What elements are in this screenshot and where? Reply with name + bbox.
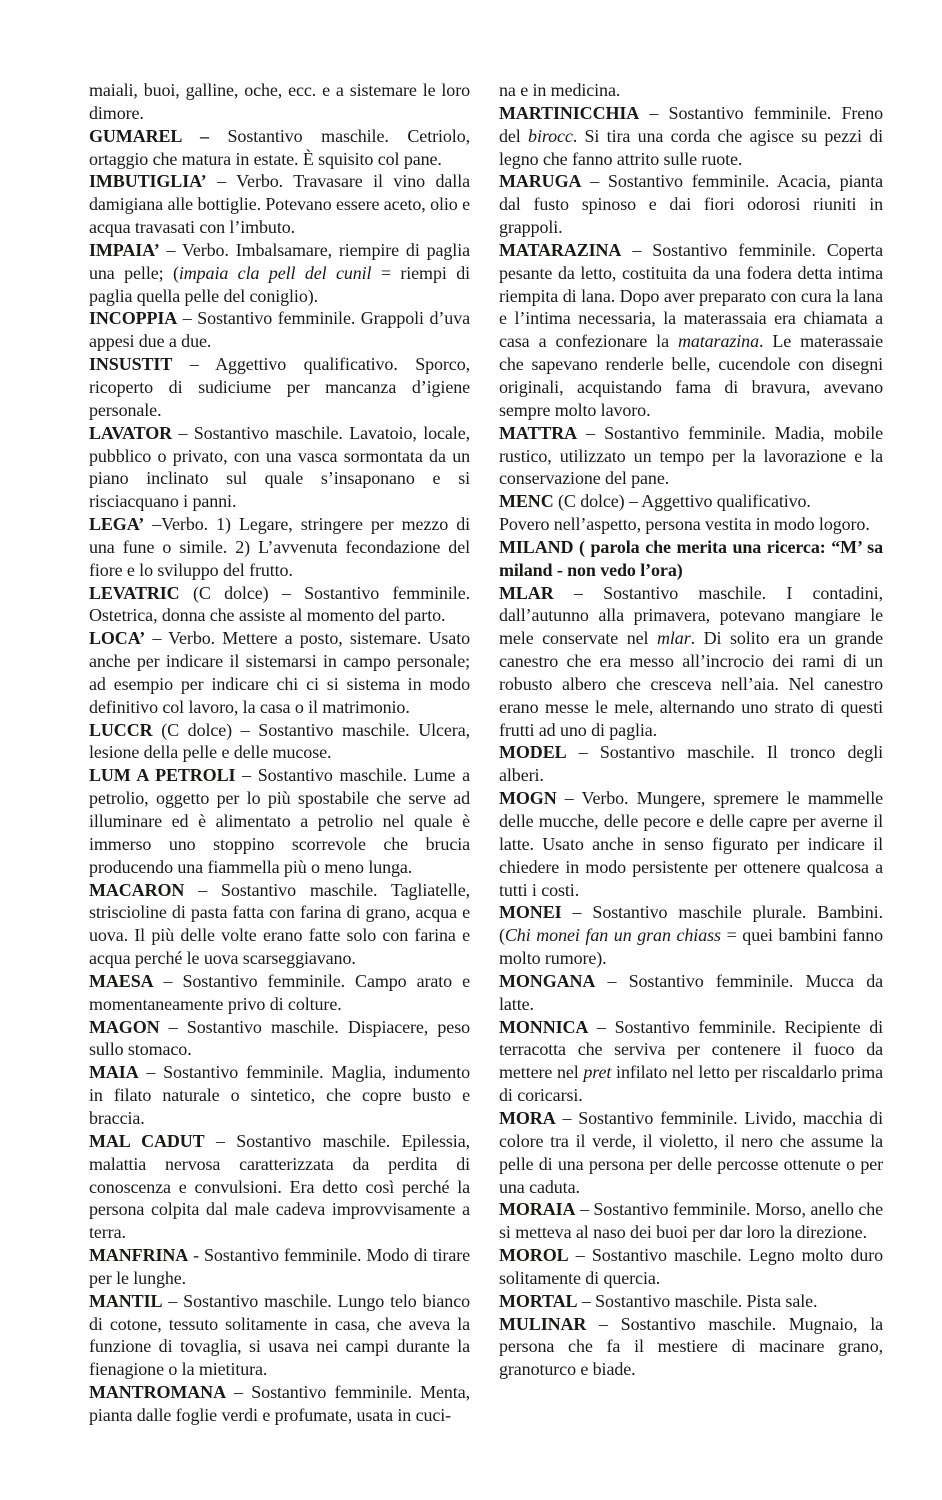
entry-maesa — [89, 970, 470, 1016]
entry-mlar — [499, 582, 883, 742]
entry-levatric — [89, 582, 470, 628]
entry-mantil — [89, 1290, 470, 1381]
entry-mulinar — [499, 1313, 883, 1382]
entry-headword: MACARON — [89, 879, 185, 900]
entry-lavator — [89, 422, 470, 513]
definition-text: (C dolce) – Sostantivo femminile. Ostetrica, donna che assiste al momento del parto. — [89, 582, 470, 626]
definition-text: – Sostantivo maschile. I contadini, dall’autunno alla primavera, potevano mangiare le mele conservate nel — [499, 582, 883, 649]
entry-headword: MORAIA — [499, 1199, 576, 1220]
entry-headword: MARTINICCHIA — [499, 102, 640, 123]
definition-text: – Sostantivo femminile. Mucca da latte. — [499, 970, 883, 1014]
definition-text: – Verbo. Imbalsamare, riempire di paglia una pelle; ( — [89, 239, 470, 283]
entry-lega — [89, 513, 470, 582]
entry-loca — [89, 627, 470, 718]
definition-text: – Verbo. Travasare il vino dalla damigiana alle bottiglie. Potevano essere aceto, olio e acqua travasati con l’imbuto. — [89, 171, 470, 238]
entry-insustit — [89, 353, 470, 422]
definition-text: – Sostantivo maschile. Lungo telo bianco di cotone, tessuto solitamente in casa, che aveva la funzione di tovaglia, si usava nei campi durante la fienagione o la mietitura. — [89, 1290, 470, 1380]
definition-text: (C dolce) – Aggettivo qualificativo. — [553, 491, 811, 512]
entry-monei — [499, 901, 883, 970]
definition-text: –Verbo. 1) Legare, stringere per mezzo di una fune o simile. 2) L’avvenuta fecondazione del fiore e lo sviluppo del frutto. — [89, 514, 470, 580]
entry-impaia — [89, 239, 470, 308]
entry-headword: MAESA — [89, 970, 154, 991]
entry-headword: LEGA’ — [89, 514, 145, 535]
entry-headword: MANTIL — [89, 1290, 163, 1311]
entry-headword: LUCCR — [89, 719, 153, 740]
definition-text: – Sostantivo femminile. Grappoli d’uva appesi due a due. — [89, 308, 470, 352]
definition-text: – Sostantivo femminile. Campo arato e momentaneamente privo di colture. — [89, 970, 470, 1014]
entry-luccr — [89, 719, 470, 765]
dialect-phrase: impaia cla pell del cunil — [178, 262, 372, 283]
definition-text: – Verbo. Mungere, spremere le mammelle delle mucche, delle pecore e delle capre per averne il latte. Usato anche in senso figurato per indicare il chiedere in modo persistente per ottenere qualcosa a tutti i costi. — [499, 788, 883, 900]
entry-menc — [499, 490, 883, 513]
entry-headword: LOCA’ — [89, 628, 146, 649]
entry-mongana — [499, 970, 883, 1016]
definition-text: . Le materassaie che sapevano renderle belle, cucendole con disegni originali, acquistando fama di bravura, avevano sempre molto lavoro. — [499, 331, 883, 420]
left-column — [89, 79, 470, 1427]
right-column — [499, 79, 883, 1381]
definition-text: – Sostantivo femminile. Recipiente di terracotta che serviva per contenere il fuoco da mettere nel — [499, 1016, 883, 1083]
entry-headword: INCOPPIA — [89, 308, 178, 329]
definition-text: na e in medicina. — [499, 80, 621, 100]
entry-headword: MILAND ( parola che merita una ricerca: “M’ sa miland - non vedo l’ora) — [499, 536, 883, 580]
entry-manfrina — [89, 1244, 470, 1290]
definition-text: – Sostantivo maschile. Legno molto duro solitamente di quercia. — [499, 1245, 883, 1288]
definition-text: – Sostantivo femminile. Madia, mobile rustico, utilizzato un tempo per la lavorazione e la conservazione del pane. — [499, 422, 883, 489]
definition-text: – Sostantivo maschile. Mugnaio, la persona che fa il mestiere di macinare grano, granoturco e biade. — [499, 1313, 883, 1380]
entry-headword: MANTROMANA — [89, 1382, 226, 1403]
definition-text: – Sostantivo maschile. Il tronco degli alberi. — [499, 742, 883, 786]
dialect-phrase: birocc — [528, 125, 573, 146]
definition-text: Sostantivo maschile. Cetriolo, ortaggio che matura in estate. È squisito col pane. — [89, 125, 470, 169]
entry-headword: MATTRA — [499, 422, 578, 443]
definition-text: = riempi di paglia quella pelle del coniglio). — [89, 262, 470, 306]
entry-headword: MAL CADUT — [89, 1130, 205, 1151]
entry-headword: MATARAZINA — [499, 239, 622, 260]
entry-headword: LAVATOR — [89, 422, 173, 443]
entry-headword: MONEI — [499, 902, 562, 923]
entry-miland — [499, 536, 883, 582]
entry-headword: MOGN — [499, 788, 557, 809]
entry-headword: INSUSTIT — [89, 354, 173, 375]
entry-lum-a-petroli — [89, 764, 470, 878]
definition-text: maiali, buoi, galline, oche, ecc. e a sistemare le loro dimore. — [89, 80, 470, 123]
dialect-phrase: Chi monei fan un gran chiass — [504, 925, 721, 946]
entry-incoppia — [89, 307, 470, 353]
entry-imbutiglia — [89, 170, 470, 239]
definition-text: – Sostantivo femminile. Menta, pianta dalle foglie verdi e profumate, usata in cuci- — [89, 1382, 470, 1425]
entry-headword: MONGANA — [499, 970, 596, 991]
entry-headword: MORTAL — [499, 1290, 578, 1311]
entry-headword: LEVATRIC — [89, 582, 180, 603]
definition-text: . Si tira una corda che agisce su pezzi di legno che fanno attrito sulle ruote. — [499, 125, 884, 169]
entry-menc-definition — [499, 513, 883, 536]
continuation-text — [89, 79, 470, 125]
entry-moraia — [499, 1198, 883, 1244]
entry-headword: IMPAIA’ — [89, 239, 160, 260]
definition-text: – Sostantivo maschile. Epilessia, malattia nervosa caratterizzata da perdita di conoscenza e convulsioni. Era detto così perché la persona colpita dal male cadeva improvvisamente a terra. — [89, 1130, 470, 1243]
definition-text: – Verbo. Mettere a posto, sistemare. Usato anche per indicare il sistemarsi in campo personale; ad esempio per indicare chi ci si sistema in modo definitivo col lavoro, la casa o il matrimonio. — [89, 628, 470, 717]
entry-maruga — [499, 170, 883, 239]
entry-headword: MAGON — [89, 1016, 160, 1037]
entry-headword: MENC — [499, 491, 554, 512]
entry-magon — [89, 1016, 470, 1062]
definition-text: – Sostantivo femminile. Freno del — [499, 102, 883, 146]
entry-mal-cadut — [89, 1130, 470, 1244]
entry-mattra — [499, 422, 883, 491]
entry-matarazina — [499, 239, 883, 422]
entry-headword: LUM A PETROLI — [89, 765, 236, 786]
entry-gumarel — [89, 125, 470, 171]
entry-morol — [499, 1244, 883, 1290]
entry-mogn — [499, 787, 883, 901]
definition-text: – Sostantivo femminile. Maglia, indumento in filato naturale o sintetico, che copre busto e braccia. — [89, 1062, 470, 1128]
definition-text: – Sostantivo maschile. Dispiacere, peso sullo stomaco. — [89, 1016, 470, 1060]
definition-text: – Sostantivo maschile plurale. Bambini. ( — [499, 902, 883, 946]
definition-text: – Sostantivo femminile. Coperta pesante da letto, costituita da una fodera detta intima riempita di lana. Dopo aver preparato con cura la lana e l’intima necessaria, la materassaia era chiamata a casa a confezionare la — [499, 239, 883, 352]
definition-text: – Sostantivo maschile. Tagliatelle, striscioline di pasta fatta con farina di grano, acqua e uova. Il più delle volte erano fatte solo con farina e acqua perché le uova scarseggiavano. — [89, 879, 470, 969]
dialect-phrase: matarazina — [677, 331, 759, 352]
dialect-phrase: mlar — [657, 628, 691, 649]
entry-headword: MOROL — [499, 1245, 569, 1266]
dialect-phrase: pret — [583, 1062, 612, 1083]
entry-headword: MODEL — [499, 742, 567, 763]
definition-text: – Sostantivo femminile. Livido, macchia di colore tra il verde, il violetto, il nero che assume la pelle di una persona per delle percosse ottenute o per una caduta. — [499, 1107, 883, 1197]
definition-text: – Sostantivo maschile. Pista sale. — [577, 1290, 818, 1311]
continuation-text — [499, 79, 883, 102]
definition-text: Povero nell’aspetto, persona vestita in modo logoro. — [499, 514, 870, 535]
entry-maia — [89, 1061, 470, 1130]
entry-model — [499, 741, 883, 787]
definition-text: . Di solito era un grande canestro che era messo all’incrocio dei rami di un robusto albero che cresceva nell’aia. Nel canestro erano messe le mele, alternando uno strato di questi frutti ad uno di paglia. — [499, 628, 883, 740]
definition-text: - Sostantivo femminile. Modo di tirare per le lunghe. — [89, 1245, 470, 1288]
definition-text: – Sostantivo femminile. Morso, anello che si metteva al naso dei buoi per dar loro la direzione. — [499, 1199, 883, 1243]
entry-headword: MULINAR — [499, 1313, 587, 1334]
definition-text: (C dolce) – Sostantivo maschile. Ulcera, lesione della pelle e delle mucose. — [89, 719, 470, 763]
entry-monnica — [499, 1016, 883, 1107]
entry-headword: MANFRINA — [89, 1245, 189, 1266]
definition-text: – Sostantivo femminile. Acacia, pianta dal fusto spinoso e dai fiori odorosi riuniti in grappoli. — [499, 171, 883, 238]
definition-text: – Sostantivo maschile. Lume a petrolio, oggetto per lo più spostabile che serve ad illuminare ed è alimentato a petrolio nel quale è immerso uno stoppino scorrevole che brucia producendo una fiammella più o meno lunga. — [89, 765, 470, 877]
definition-text: – Sostantivo maschile. Lavatoio, locale, pubblico o privato, con una vasca sormontata da un piano inclinato sul quale s’insaponano e si risciacquano i panni. — [89, 422, 470, 512]
entry-headword: GUMAREL – — [89, 125, 228, 146]
entry-mora — [499, 1107, 883, 1198]
definition-text: infilato nel letto per riscaldarlo prima di coricarsi. — [499, 1062, 883, 1106]
entry-mantromana — [89, 1381, 470, 1427]
definition-text: – Aggettivo qualificativo. Sporco, ricoperto di sudiciume per mancanza d’igiene personale. — [89, 354, 470, 420]
entry-headword: IMBUTIGLIA’ — [89, 171, 207, 192]
entry-martinicchia — [499, 102, 883, 171]
entry-mortal — [499, 1290, 883, 1313]
entry-headword: MARUGA — [499, 171, 582, 192]
definition-text: = quei bambini fanno molto rumore). — [499, 925, 883, 969]
entry-headword: MAIA — [89, 1062, 139, 1083]
entry-headword: MONNICA — [499, 1016, 589, 1037]
entry-headword: MLAR — [499, 582, 554, 603]
entry-macaron — [89, 879, 470, 970]
entry-headword: MORA — [499, 1107, 556, 1128]
